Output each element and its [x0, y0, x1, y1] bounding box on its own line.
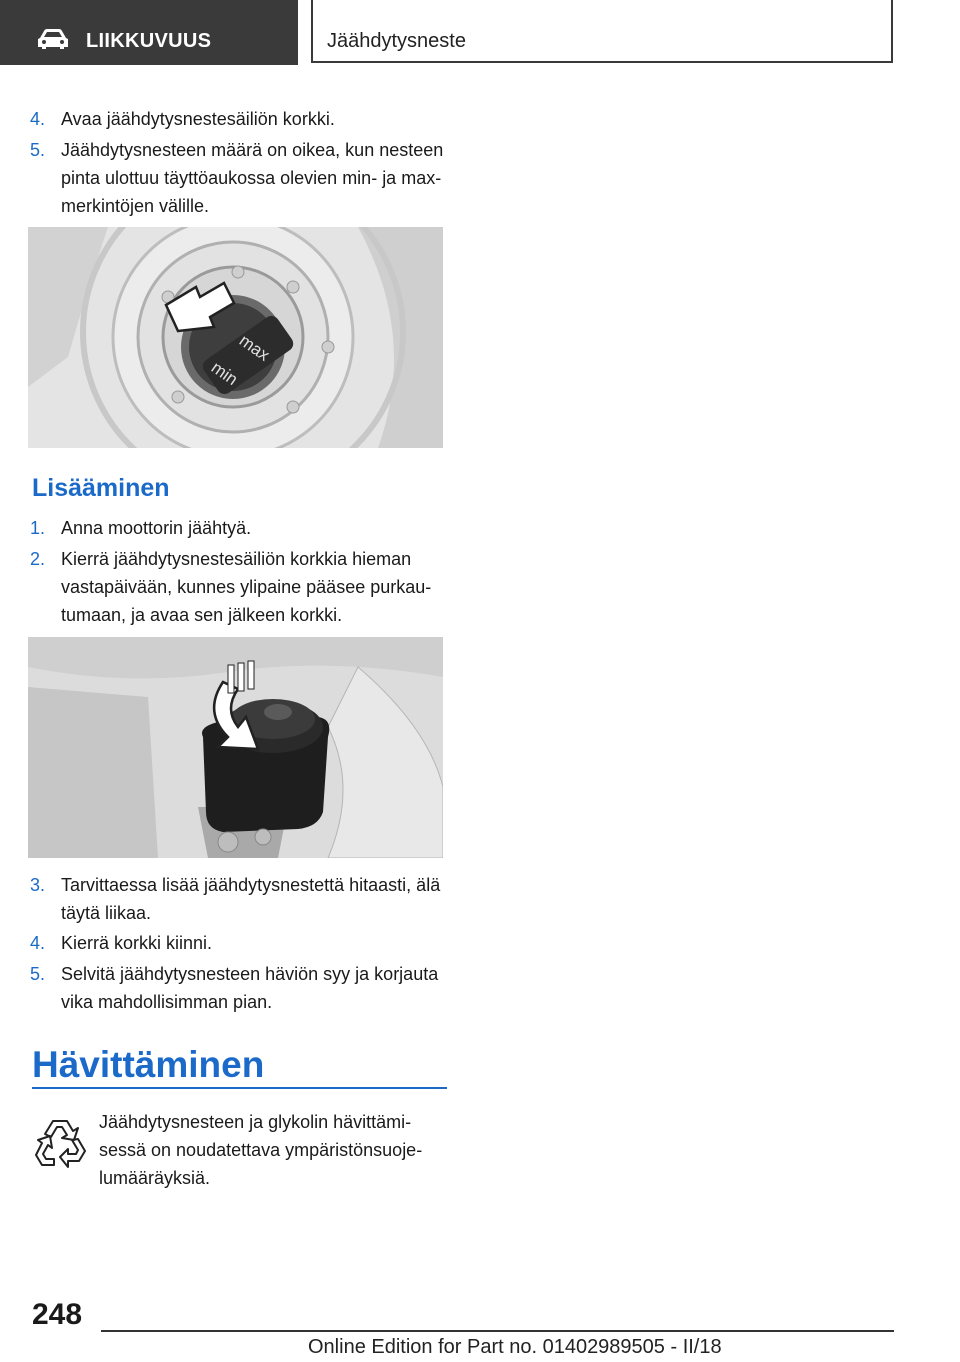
step-text: Jäähdytysnesteen määrä on oikea, kun nesteen pinta ulottuu täyttöaukossa olevien min- ja max-merkintöjen välille. — [61, 140, 444, 216]
step-number: 1. — [30, 518, 46, 538]
heading-divider — [32, 1087, 447, 1089]
step-text: Selvitä jäähdytysnesteen häviön syy ja korjauta vika mahdollisimman pian. — [61, 964, 439, 1012]
recycle-icon — [34, 1115, 86, 1169]
step-text: Kierrä jäähdytysnestesäiliön korkkia hieman vastapäivään, kunnes ylipaine pääsee purkautumaan, ja avaa sen jälkeen korkki. — [61, 549, 432, 625]
max-label: max — [235, 330, 274, 365]
page-number: 248 — [32, 1298, 83, 1331]
footer-divider — [101, 1330, 894, 1332]
step-number: 5. — [30, 964, 46, 984]
min-label: min — [207, 357, 242, 390]
step-number: 2. — [30, 549, 46, 569]
step-number: 5. — [30, 140, 46, 160]
section-heading-adding: Lisääminen — [32, 474, 170, 502]
section-heading-disposal: Hävittäminen — [32, 1044, 265, 1085]
reservoir-cap-figure — [28, 637, 443, 858]
footer-edition: Online Edition for Part no. 01402989505 - II/18 — [308, 1336, 722, 1358]
header-section-tab — [0, 0, 298, 65]
step-text: Anna moottorin jäähtyä. — [61, 518, 252, 538]
step-text: Kierrä korkki kiinni. — [61, 933, 213, 953]
step-text: Tarvittaessa lisää jäähdytysnestettä hitaasti, älä täytä liikaa. — [61, 875, 441, 923]
step-text: Avaa jäähdytysnestesäiliön korkki. — [61, 109, 335, 129]
step-number: 4. — [30, 109, 46, 129]
header-topic-box — [311, 0, 893, 63]
step-number: 3. — [30, 875, 46, 895]
header-topic-label: Jäähdytysneste — [327, 30, 466, 52]
car-icon — [36, 28, 70, 50]
disposal-note: Jäähdytysnesteen ja glykolin hävittämisessä on noudatettava ympäristönsuojelumääräyksiä. — [99, 1112, 423, 1188]
step-number: 4. — [30, 933, 46, 953]
header-section-label: LIIKKUVUUS — [86, 30, 212, 52]
coolant-level-figure — [28, 227, 443, 448]
